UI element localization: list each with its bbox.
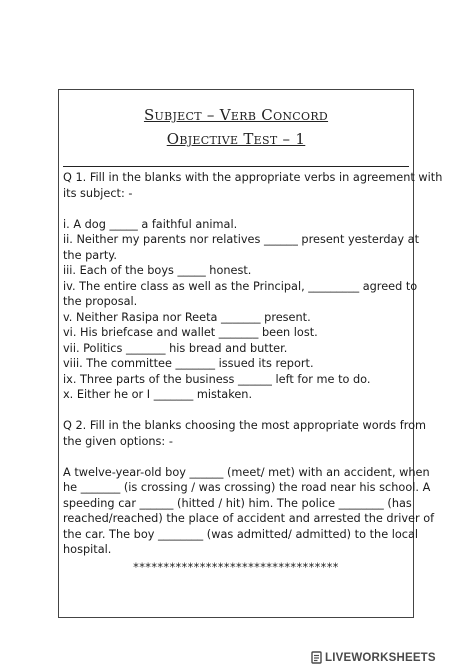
q1-instruction-line: its subject: - <box>63 186 133 200</box>
passage-line: he _______ (is crossing / was crossing) the road near his school. A <box>63 481 431 494</box>
q1-item: iii. Each of the boys _____ honest. <box>63 264 252 277</box>
q1-item: ix. Three parts of the business ______ left for me to do. <box>63 372 371 386</box>
title-divider <box>63 166 409 167</box>
q1-item: the proposal. <box>63 295 138 308</box>
passage-line: the car. The boy ________ (was admitted/ admitted) to the local <box>63 527 419 541</box>
q2-instruction-line: Q 2. Fill in the blanks choosing the most appropriate words from <box>63 419 427 432</box>
worksheet-frame <box>58 89 443 618</box>
stars-divider: ********************************** <box>133 560 339 574</box>
q1-item: x. Either he or I _______ mistaken. <box>63 388 253 401</box>
q1-item: v. Neither Rasipa nor Reeta _______ present. <box>63 310 311 324</box>
q1-item: viii. The committee _______ issued its report. <box>63 357 314 370</box>
passage-line: A twelve-year-old boy ______ (meet/ met) with an accident, when <box>63 465 430 479</box>
passage-line: speeding car ______ (hitted / hit) him. The police ________ (has <box>63 496 412 510</box>
passage-line: reached/reached) the place of accident and arrested the driver of <box>63 512 435 525</box>
worksheet-body <box>63 170 443 575</box>
q2-instruction-line: the given options: - <box>63 434 173 448</box>
title-line-1: Subject – Verb Concord <box>143 106 329 124</box>
q1-instruction-line: Q 1. Fill in the blanks with the appropriate verbs in agreement with <box>63 171 443 184</box>
liveworksheets-brand[interactable]: LIVEWORKSHEETS <box>325 652 436 664</box>
q1-item: vi. His briefcase and wallet _______ been lost. <box>63 326 318 339</box>
q1-item: vii. Politics _______ his bread and butter. <box>63 341 288 355</box>
q1-item: i. A dog _____ a faithful animal. <box>63 217 238 231</box>
passage-line: hospital. <box>63 543 112 556</box>
liveworksheets-logo-icon <box>311 651 323 664</box>
q1-item: iv. The entire class as well as the Principal, _________ agreed to <box>63 279 418 293</box>
q1-item: the party. <box>63 248 117 262</box>
q1-item: ii. Neither my parents nor relatives ______ present yesterday at <box>63 233 420 246</box>
title-line-2: Objective Test – 1 <box>166 130 306 148</box>
